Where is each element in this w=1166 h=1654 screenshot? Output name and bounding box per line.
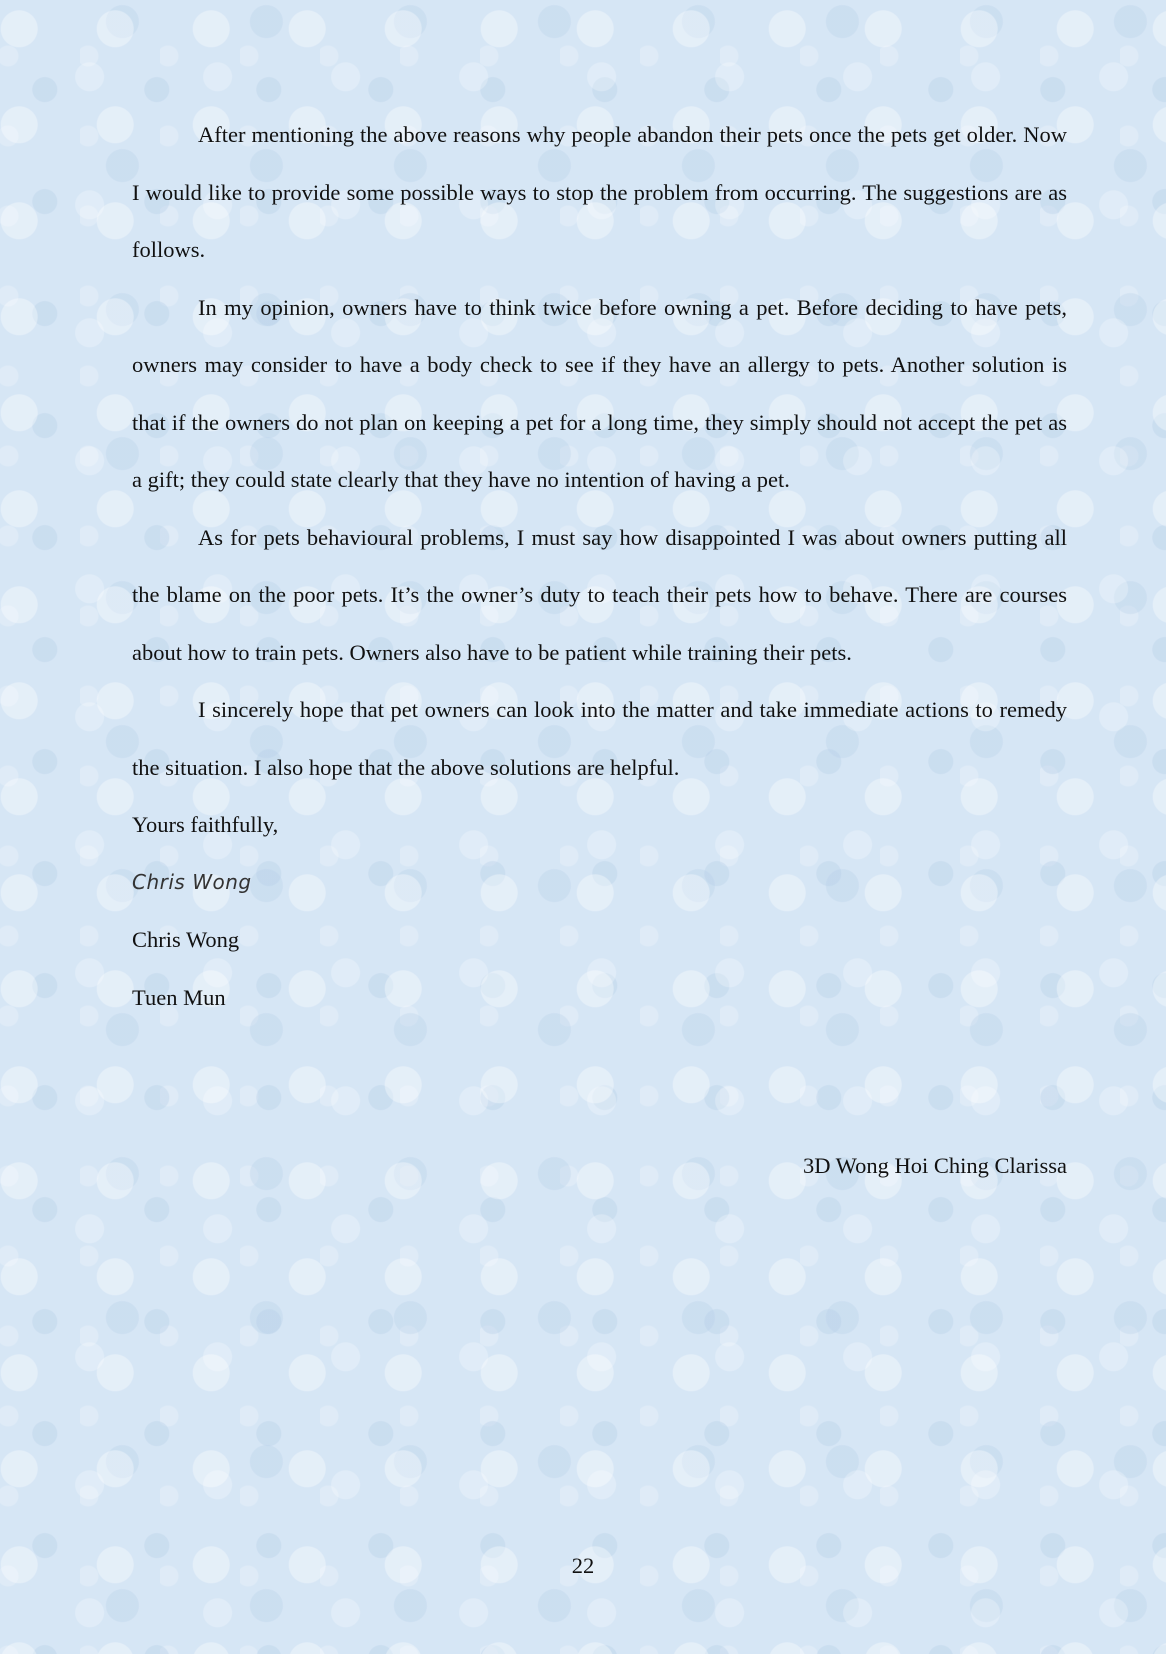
handwritten-signature: Chris Wong bbox=[132, 869, 252, 894]
paragraph-1: After mentioning the above reasons why people abandon their pets once the pets get older. Now I would like to provide some possible ways to stop the problem from occurring. The suggestions are as follows. bbox=[132, 122, 1067, 262]
student-author: 3D Wong Hoi Ching Clarissa bbox=[802, 1153, 1067, 1178]
signer-name: Chris Wong bbox=[132, 927, 240, 952]
paragraph-2: In my opinion, owners have to think twice before owning a pet. Before deciding to have pets, owners may consider to have a body check to see if they have an allergy to pets. Another solution is that if the owners do not plan on keeping a pet for a long time, they simply should not accept the pet as a gift; they could state clearly that they have no intention of having a pet. bbox=[132, 294, 1067, 492]
paragraph-4: I sincerely hope that pet owners can look into the matter and take immediate actions to remedy the situation. I also hope that the above solutions are helpful. bbox=[132, 697, 1067, 780]
signer-place: Tuen Mun bbox=[132, 984, 226, 1010]
closing-line: Yours faithfully, bbox=[132, 812, 279, 837]
paragraph-3: As for pets behavioural problems, I must say how disappointed I was about owners putting all the blame on the poor pets. It’s the owner’s duty to teach their pets how to behave. There are courses about how to train pets. Owners also have to be patient while training their pets. bbox=[132, 524, 1067, 665]
letter-body bbox=[132, 106, 1067, 1026]
page-number: 22 bbox=[571, 1553, 595, 1578]
